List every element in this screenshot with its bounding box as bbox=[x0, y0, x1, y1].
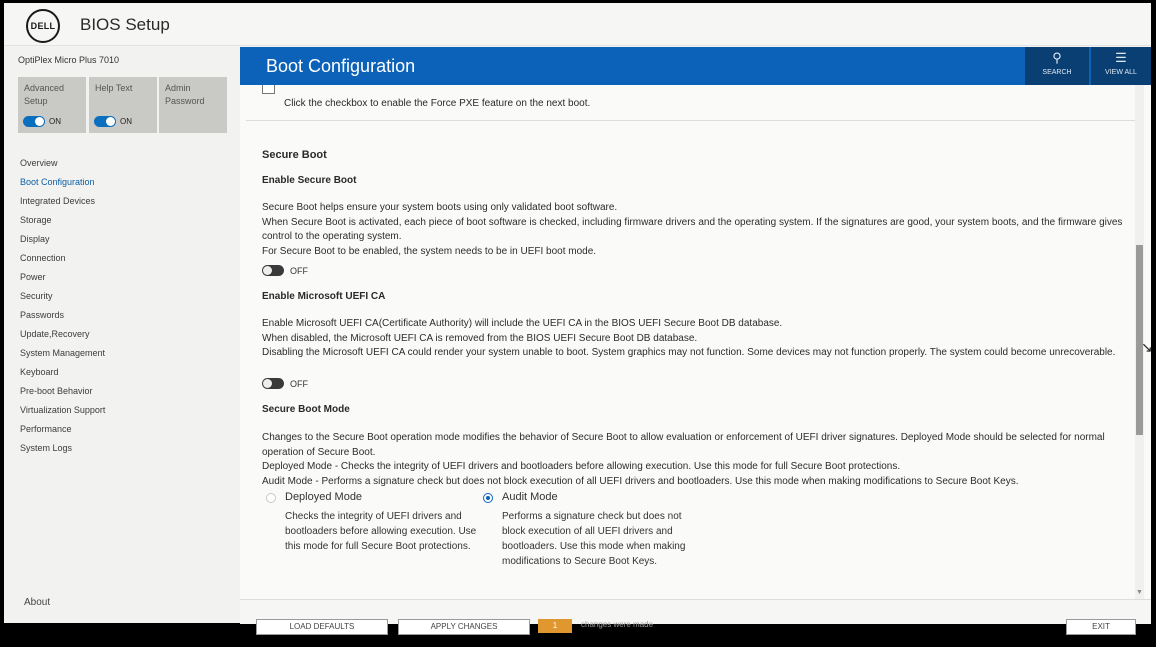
sidebar-item-keyboard[interactable]: Keyboard bbox=[20, 367, 59, 377]
advanced-setup-toggle[interactable] bbox=[23, 116, 45, 127]
secure-boot-mode-line: Deployed Mode - Checks the integrity of UEFI drivers and bootloaders before allowing execution. Use this mode for full Secure Boot protections. bbox=[262, 461, 901, 472]
enable-ms-uefi-ca-toggle[interactable] bbox=[262, 378, 284, 389]
page-header bbox=[240, 47, 1151, 85]
advanced-setup-tile[interactable] bbox=[18, 77, 86, 133]
sidebar-item-display[interactable]: Display bbox=[20, 234, 50, 244]
advanced-setup-state: ON bbox=[49, 117, 61, 126]
view-all-label: VIEW ALL bbox=[1105, 69, 1137, 76]
secure-boot-mode-title: Secure Boot Mode bbox=[262, 404, 350, 415]
load-defaults-button[interactable]: LOAD DEFAULTS bbox=[256, 619, 388, 635]
audit-mode-description: Performs a signature check but does not block execution of all UEFI drivers and bootloaders. Use this mode when making modifications to Secure Boot Keys. bbox=[502, 511, 686, 567]
help-text-toggle[interactable] bbox=[94, 116, 116, 127]
help-text-tile[interactable] bbox=[89, 77, 157, 133]
secure-boot-mode-line: Changes to the Secure Boot operation mode modifies the behavior of Secure Boot to allow evaluation or enforcement of UEFI driver signatures. Deployed Mode should be selected for normal operation of Secure Boot. bbox=[262, 432, 1105, 458]
settings-content bbox=[240, 85, 1140, 595]
view-all-icon: ☰ bbox=[1115, 50, 1127, 65]
sidebar-item-system-logs[interactable]: System Logs bbox=[20, 443, 73, 453]
deployed-mode-label[interactable]: Deployed Mode bbox=[285, 491, 363, 503]
sidebar-item-connection[interactable]: Connection bbox=[20, 253, 66, 263]
enable-secure-boot-line: When Secure Boot is activated, each piece of boot software is checked, including firmware drivers and the operating system. If the signatures are good, your system boots, and the firmware gives control to the operating system. bbox=[262, 216, 1123, 242]
sidebar-item-power[interactable]: Power bbox=[20, 272, 46, 282]
secure-boot-heading: Secure Boot bbox=[262, 149, 327, 161]
audit-mode-radio[interactable] bbox=[483, 493, 493, 503]
help-text-label: Help Text bbox=[95, 83, 133, 93]
admin-password-label: Admin Password bbox=[165, 83, 205, 106]
sidebar-item-system-management[interactable]: System Management bbox=[20, 348, 106, 358]
sidebar-item-overview[interactable]: Overview bbox=[20, 158, 58, 168]
secure-boot-mode-line: Audit Mode - Performs a signature check but does not block execution of all UEFI drivers and bootloaders. Use this mode when making modifications to Secure Boot Keys. bbox=[262, 475, 1019, 487]
title-bar bbox=[4, 3, 1151, 46]
sidebar bbox=[4, 47, 240, 623]
ms-uefi-ca-line: Enable Microsoft UEFI CA(Certificate Authority) will include the UEFI CA in the BIOS UEFI Secure Boot DB database. bbox=[262, 318, 783, 329]
enable-secure-boot-description bbox=[262, 201, 1132, 259]
deployed-mode-description: Checks the integrity of UEFI drivers and bootloaders before allowing execution. Use this mode for full Secure Boot protections. bbox=[285, 511, 477, 552]
changes-status-text: changes were made bbox=[581, 620, 654, 629]
search-button[interactable] bbox=[1025, 47, 1089, 85]
sidebar-item-performance[interactable]: Performance bbox=[20, 424, 72, 434]
admin-password-tile[interactable] bbox=[159, 77, 227, 133]
audit-mode-label[interactable]: Audit Mode bbox=[502, 491, 558, 503]
search-label: SEARCH bbox=[1042, 69, 1072, 76]
enable-secure-boot-state: OFF bbox=[290, 266, 308, 276]
advanced-setup-label: Advanced Setup bbox=[24, 83, 65, 106]
sidebar-item-update-recovery[interactable]: Update,Recovery bbox=[20, 329, 90, 339]
enable-ms-uefi-ca-state: OFF bbox=[290, 379, 308, 389]
help-text-state: ON bbox=[120, 117, 132, 126]
scroll-down-icon[interactable]: ▼ bbox=[1136, 589, 1143, 596]
page-title: Boot Configuration bbox=[266, 56, 416, 76]
sidebar-item-boot-configuration[interactable]: Boot Configuration bbox=[20, 177, 95, 187]
app-title: BIOS Setup bbox=[80, 15, 170, 34]
force-pxe-description: Click the checkbox to enable the Force PXE feature on the next boot. bbox=[284, 98, 591, 109]
apply-changes-button[interactable]: APPLY CHANGES bbox=[398, 619, 530, 635]
deployed-mode-radio[interactable] bbox=[266, 493, 276, 503]
enable-secure-boot-title: Enable Secure Boot bbox=[262, 175, 357, 186]
bios-screen bbox=[4, 3, 1151, 631]
dell-logo: DELL bbox=[26, 9, 60, 43]
enable-ms-uefi-ca-description bbox=[262, 317, 1132, 361]
main-panel bbox=[240, 47, 1151, 631]
enable-secure-boot-line: For Secure Boot to be enabled, the system needs to be in UEFI boot mode. bbox=[262, 245, 597, 257]
sidebar-item-storage[interactable]: Storage bbox=[20, 215, 52, 225]
footer-bar bbox=[240, 599, 1151, 631]
view-all-button[interactable] bbox=[1091, 47, 1151, 85]
sidebar-nav bbox=[20, 157, 105, 461]
sidebar-item-security[interactable]: Security bbox=[20, 291, 53, 301]
ms-uefi-ca-line: When disabled, the Microsoft UEFI CA is removed from the BIOS UEFI Secure Boot DB database. bbox=[262, 332, 698, 344]
exit-button[interactable]: EXIT bbox=[1066, 619, 1136, 635]
sidebar-item-integrated-devices[interactable]: Integrated Devices bbox=[20, 196, 96, 206]
secure-boot-mode-description bbox=[262, 431, 1132, 489]
sidebar-item-about[interactable]: About bbox=[24, 597, 51, 608]
mouse-cursor-icon: ↘ bbox=[1141, 339, 1153, 355]
changes-count-badge: 1 bbox=[538, 619, 572, 633]
enable-secure-boot-toggle[interactable] bbox=[262, 265, 284, 276]
system-model: OptiPlex Micro Plus 7010 bbox=[18, 55, 120, 65]
sidebar-item-passwords[interactable]: Passwords bbox=[20, 310, 65, 320]
sidebar-item-pre-boot-behavior[interactable]: Pre-boot Behavior bbox=[20, 386, 93, 396]
section-divider bbox=[246, 120, 1136, 121]
sidebar-item-virtualization-support[interactable]: Virtualization Support bbox=[20, 405, 106, 415]
search-icon: ⚲ bbox=[1052, 50, 1062, 65]
enable-secure-boot-line: Secure Boot helps ensure your system boots using only validated boot software. bbox=[262, 202, 618, 213]
force-pxe-checkbox[interactable] bbox=[262, 85, 275, 94]
enable-ms-uefi-ca-title: Enable Microsoft UEFI CA bbox=[262, 291, 386, 302]
ms-uefi-ca-line: Disabling the Microsoft UEFI CA could render your system unable to boot. System graphics may not function. Some devices may not function properly. The system could become unrecoverable. bbox=[262, 347, 1116, 358]
